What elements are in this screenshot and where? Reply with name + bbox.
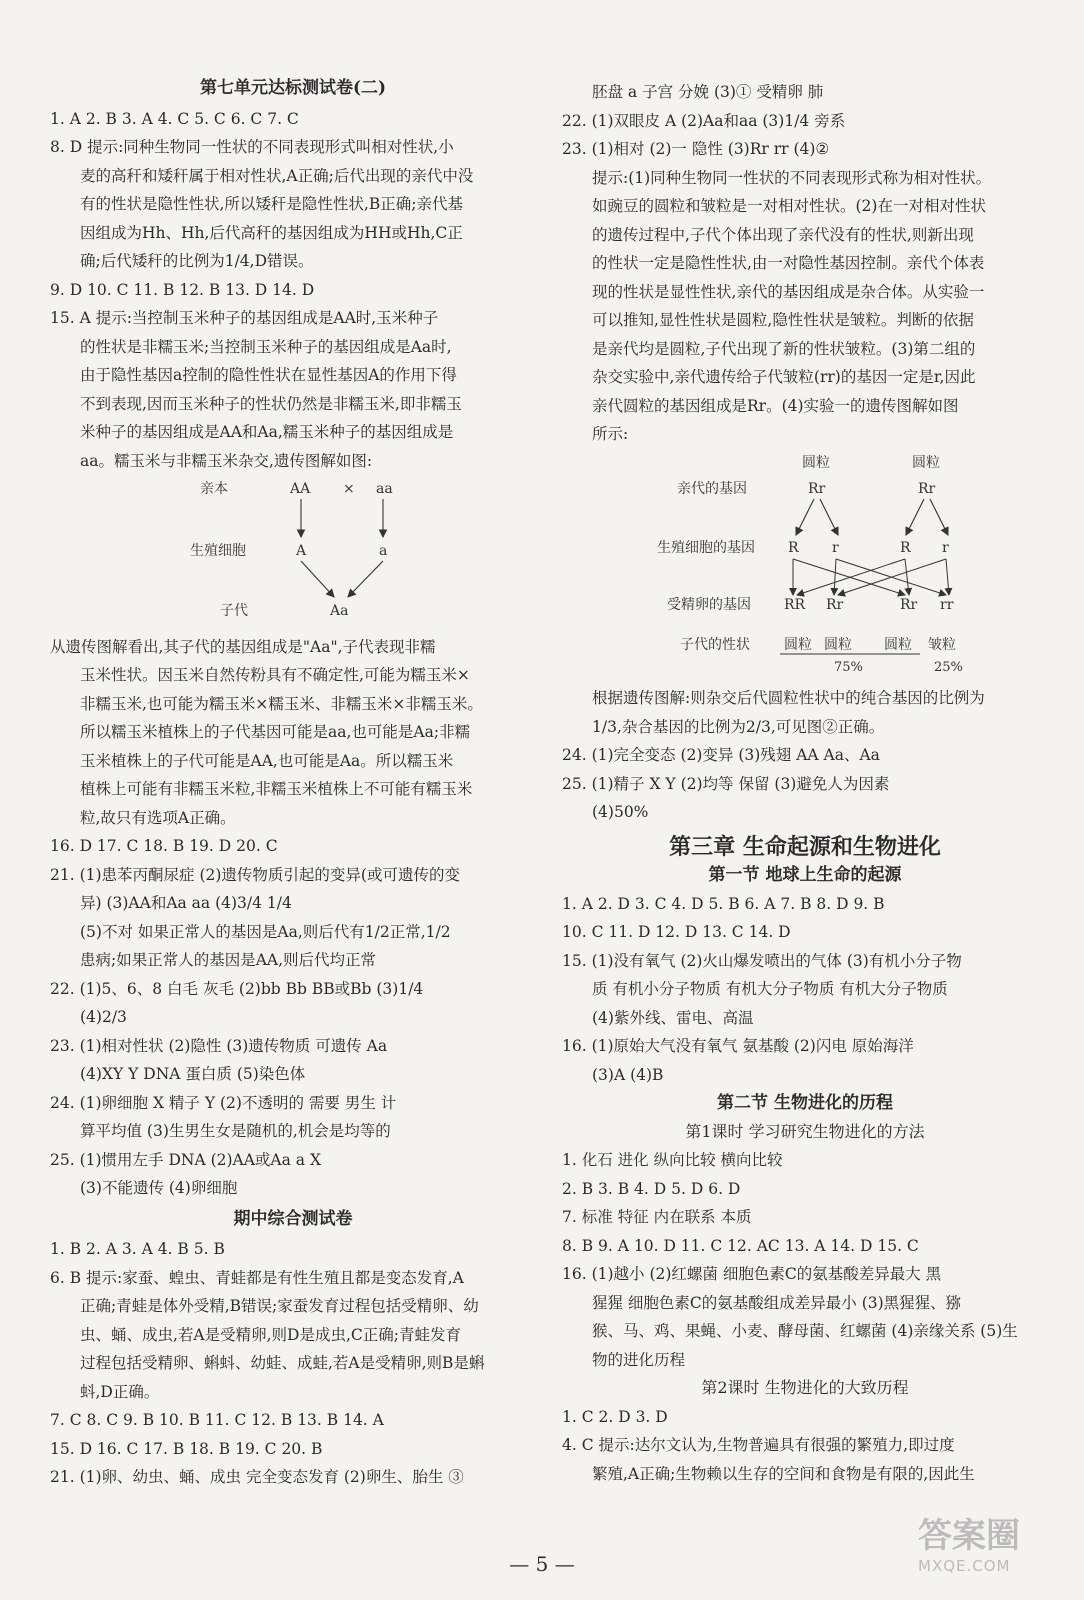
zygote-genotype: RR <box>784 596 806 613</box>
answer-line: 米种子的基因组成是AA和Aa,糯玉米种子的基因组成是 <box>80 423 454 441</box>
arrow <box>834 559 836 595</box>
answer-line: 23. (1)相对性状 (2)隐性 (3)遗传物质 可遗传 Aa <box>50 1036 388 1055</box>
arrow <box>905 559 909 595</box>
answer-line: 23. (1)相对 (2)一 隐性 (3)Rr rr (4)② <box>562 140 830 158</box>
answer-line: 4. C 提示:达尔文认为,生物普遍具有很强的繁殖力,即过度 <box>562 1436 955 1454</box>
label-parent-genes: 亲代的基因 <box>677 480 747 497</box>
parent-genotype: Rr <box>808 480 826 497</box>
answer-line: 蚪,D正确。 <box>80 1382 160 1401</box>
label-zygote-genes: 受精卵的基因 <box>667 596 751 613</box>
ratio-percent: 25% <box>934 659 963 675</box>
watermark <box>918 1508 1020 1575</box>
answer-line: 植株上可能有非糯玉米粒,非糯玉米植株上不可能有糯玉米 <box>80 780 473 798</box>
pea-cross-diagram <box>562 449 1048 675</box>
label-germ-cells: 生殖细胞 <box>190 543 246 559</box>
answer-line: (5)不对 如果正常人的基因是Aa,则后代有1/2正常,1/2 <box>80 922 451 941</box>
arrow <box>348 561 383 597</box>
answer-line: 1/3,杂合基因的比例为2/3,可见图②正确。 <box>592 717 885 736</box>
arrow <box>820 499 838 535</box>
answer-line: 亲代圆粒的基因组成是Rr。(4)实验一的遗传图解如图 <box>592 396 959 415</box>
answer-line: 24. (1)卵细胞 X 精子 Y (2)不透明的 需要 男生 计 <box>50 1093 397 1112</box>
arrow <box>946 559 949 595</box>
arrow <box>930 499 948 535</box>
answer-line: 16. (1)越小 (2)红螺菌 细胞色素C的氨基酸差异最大 黑 <box>562 1265 942 1283</box>
answer-line: 猩猩 细胞色素C的氨基酸组成差异最小 (3)黑猩猩、猕 <box>592 1293 962 1312</box>
answer-line: 根据遗传图解:则杂交后代圆粒性状中的纯合基因的比例为 <box>592 689 985 707</box>
zygote-genotype: Rr <box>826 596 844 613</box>
chapter-title: 第三章 生命起源和生物进化 <box>669 833 941 860</box>
answer-line: 现的性状是显性性状,亲代的基因组成是杂合体。从实验一 <box>592 282 985 301</box>
answer-line: 玉米性状。因玉米自然传粉具有不确定性,可能为糯玉米× <box>80 666 470 684</box>
watermark-url: MXQE.COM <box>918 1557 1011 1575</box>
answer-line: (4)50% <box>592 803 649 821</box>
zygote-genotype: Rr <box>900 596 918 613</box>
section-title: 第二节 生物进化的历程 <box>717 1093 893 1113</box>
answer-line: 正确;青蛙是体外受精,B错误;家蚕发育过程包括受精卵、幼 <box>80 1297 479 1315</box>
answer-line: 15. D 16. C 17. B 18. B 19. C 20. B <box>50 1439 323 1458</box>
parent-phenotype: 圆粒 <box>802 454 830 471</box>
answer-line: 15. A 提示:当控制玉米种子的基因组成是AA时,玉米种子 <box>50 309 439 327</box>
answer-line: 6. B 提示:家蚕、蝗虫、青蛙都是有性生殖且都是变态发育,A <box>50 1268 464 1287</box>
gamete: A <box>296 543 307 559</box>
answer-line: 由于隐性基因a控制的隐性性状在显性基因A的作用下得 <box>80 366 457 384</box>
zygote-genotype: rr <box>940 596 954 613</box>
answer-line: 过程包括受精卵、蝌蚪、幼蛙、成蛙,若A是受精卵,则B是蝌 <box>80 1354 485 1372</box>
answer-line: 1. 化石 进化 纵向比较 横向比较 <box>562 1151 783 1169</box>
offspring-trait: 圆粒 <box>784 636 812 653</box>
parent-genotype: AA <box>290 481 311 497</box>
section-title: 期中综合测试卷 <box>233 1208 353 1229</box>
offspring-trait: 圆粒 <box>824 636 852 653</box>
answer-line: (3)不能遗传 (4)卵细胞 <box>80 1179 238 1197</box>
offspring-genotype: Aa <box>330 603 349 619</box>
page-number: — 5 — <box>509 1552 575 1576</box>
section-title: 第七单元达标测试卷(二) <box>199 78 387 98</box>
lesson-title: 第2课时 生物进化的大致历程 <box>701 1378 909 1397</box>
answer-line: 21. (1)患苯丙酮尿症 (2)遗传物质引起的变异(或可遗传的变 <box>50 865 460 884</box>
answer-line: 21. (1)卵、幼虫、蛹、成虫 完全变态发育 (2)卵生、胎生 ③ <box>50 1468 464 1486</box>
answer-line: 25. (1)精子 X Y (2)均等 保留 (3)避免人为因素 <box>562 774 890 793</box>
gamete: a <box>379 543 388 559</box>
answer-line: 异) (3)AA和Aa aa (4)3/4 1/4 <box>80 894 292 912</box>
answer-line: 24. (1)完全变态 (2)变异 (3)残翅 AA Aa、Aa <box>562 746 880 764</box>
answer-line: 可以推知,显性性状是圆粒,隐性性状是皱粒。判断的依据 <box>592 311 974 329</box>
answer-line: 提示:(1)同种生物同一性状的不同表现形式称为相对性状。 <box>592 168 992 187</box>
answer-line: 的性状一定是隐性性状,由一对隐性基因控制。亲代个体表 <box>592 254 985 272</box>
gamete: R <box>900 539 911 556</box>
answer-line: (4)2/3 <box>80 1008 127 1026</box>
parent-genotype: aa <box>376 481 393 497</box>
corn-cross-diagram <box>50 475 536 623</box>
lesson-title: 第1课时 学习研究生物进化的方法 <box>685 1121 925 1141</box>
answer-line: 1. A 2. B 3. A 4. C 5. C 6. C 7. C <box>50 109 299 128</box>
answer-line: 是亲代均是圆粒,子代出现了新的性状皱粒。(3)第二组的 <box>592 339 976 358</box>
answer-line: 1. A 2. D 3. C 4. D 5. B 6. A 7. B 8. D 9. B <box>562 894 885 913</box>
answer-line: 1. C 2. D 3. D <box>562 1407 668 1426</box>
gamete: r <box>942 539 949 556</box>
answer-line: (3)A (4)B <box>592 1065 664 1084</box>
gamete: R <box>788 539 799 556</box>
offspring-trait: 圆粒 <box>884 636 912 653</box>
answer-line: 有的性状是隐性性状,所以矮秆是隐性性状,B正确;亲代基 <box>80 195 463 213</box>
answer-line: 因组成为Hh、Hh,后代高秆的基因组成为HH或Hh,C正 <box>80 223 463 242</box>
arrow <box>906 499 924 535</box>
parent-phenotype: 圆粒 <box>912 454 940 471</box>
cross-symbol: × <box>343 481 355 497</box>
answer-line: 杂交实验中,亲代遗传给子代皱粒(rr)的基因一定是r,因此 <box>592 368 976 386</box>
answer-line: 非糯玉米,也可能为糯玉米×糯玉米、非糯玉米×非糯玉米。 <box>80 694 483 713</box>
answer-line: 猴、马、鸡、果蝇、小麦、酵母菌、红螺菌 (4)亲缘关系 (5)生 <box>592 1322 1018 1340</box>
answer-line: 所以糯玉米植株上的子代基因可能是aa,也可能是Aa;非糯 <box>80 723 471 741</box>
answer-line: 算平均值 (3)生男生女是随机的,机会是均等的 <box>80 1122 391 1140</box>
answer-line: 如豌豆的圆粒和皱粒是一对相对性状。(2)在一对相对性状 <box>592 197 986 215</box>
answer-line: 7. C 8. C 9. B 10. B 11. C 12. B 13. B 14. A <box>50 1411 384 1429</box>
answer-line: 2. B 3. B 4. D 5. D 6. D <box>562 1179 741 1198</box>
answer-line: 确;后代矮秆的比例为1/4,D错误。 <box>80 252 314 270</box>
answer-line: (4)紫外线、雷电、高温 <box>592 1008 754 1027</box>
answer-line: 粒,故只有选项A正确。 <box>80 808 236 827</box>
answer-line: 患病;如果正常人的基因是AA,则后代均正常 <box>80 951 377 969</box>
label-parents: 亲本 <box>200 481 228 497</box>
answer-line: 麦的高秆和矮秆属于相对性状,A正确;后代出现的亲代中没 <box>80 166 474 185</box>
answer-line: 15. (1)没有氧气 (2)火山爆发喷出的气体 (3)有机小分子物 <box>562 951 962 970</box>
answer-line: 虫、蛹、成虫,若A是受精卵,则D是成虫,C正确;青蛙发育 <box>80 1325 461 1344</box>
label-offspring-trait: 子代的性状 <box>680 636 750 653</box>
answer-line: 的遗传过程中,子代个体出现了亲代没有的性状,则新出现 <box>592 225 974 244</box>
ratio-percent: 75% <box>834 659 863 675</box>
answer-line: 胚盘 a 子宫 分娩 (3)① 受精卵 肺 <box>592 83 824 101</box>
answer-line: 8. D 提示:同种生物同一性状的不同表现形式叫相对性状,小 <box>50 138 454 156</box>
answer-line: 繁殖,A正确;生物赖以生存的空间和食物是有限的,因此生 <box>592 1464 975 1483</box>
left-column <box>50 72 536 1492</box>
answer-line: 9. D 10. C 11. B 12. B 13. D 14. D <box>50 280 315 299</box>
watermark-logo: 答案圈 <box>918 1516 1020 1556</box>
answer-line: 不到表现,因而玉米种子的性状仍然是非糯玉米,即非糯玉 <box>80 394 462 413</box>
label-germ-genes: 生殖细胞的基因 <box>657 539 755 556</box>
answer-line: 玉米植株上的子代可能是AA,也可能是Aa。所以糯玉米 <box>80 751 454 770</box>
answer-line: (4)XY Y DNA 蛋白质 (5)染色体 <box>80 1065 306 1083</box>
gamete: r <box>832 539 839 556</box>
answer-line: aa。糯玉米与非糯玉米杂交,遗传图解如图: <box>80 451 373 470</box>
answer-line: 22. (1)5、6、8 白毛 灰毛 (2)bb Bb BB或Bb (3)1/4 <box>50 979 424 998</box>
offspring-trait: 皱粒 <box>928 636 956 653</box>
answer-line: 25. (1)惯用左手 DNA (2)AA或Aa a X <box>50 1150 321 1169</box>
answer-line: 22. (1)双眼皮 A (2)Aa和aa (3)1/4 旁系 <box>562 111 846 130</box>
label-offspring: 子代 <box>220 603 248 619</box>
answer-line: 物的进化历程 <box>592 1350 686 1369</box>
answer-line: 16. D 17. C 18. B 19. D 20. C <box>50 837 278 855</box>
arrow <box>301 561 334 597</box>
answer-line: 1. B 2. A 3. A 4. B 5. B <box>50 1240 225 1258</box>
section-title: 第一节 地球上生命的起源 <box>708 865 902 885</box>
answer-line: 质 有机小分子物质 有机大分子物质 有机大分子物质 <box>592 980 948 998</box>
arrow <box>796 499 814 535</box>
right-column <box>562 78 1048 1488</box>
answer-line: 8. B 9. A 10. D 11. C 12. AC 13. A 14. D 15. C <box>562 1236 919 1255</box>
answer-line: 从遗传图解看出,其子代的基因组成是"Aa",子代表现非糯 <box>50 637 436 656</box>
answer-line: 7. 标准 特征 内在联系 本质 <box>562 1208 752 1226</box>
answer-line: 16. (1)原始大气没有氧气 氨基酸 (2)闪电 原始海洋 <box>562 1037 914 1055</box>
answer-line: 所示: <box>592 425 629 443</box>
answer-line: 的性状是非糯玉米;当控制玉米种子的基因组成是Aa时, <box>80 337 452 356</box>
parent-genotype: Rr <box>918 480 936 497</box>
answer-line: 10. C 11. D 12. D 13. C 14. D <box>562 923 791 941</box>
